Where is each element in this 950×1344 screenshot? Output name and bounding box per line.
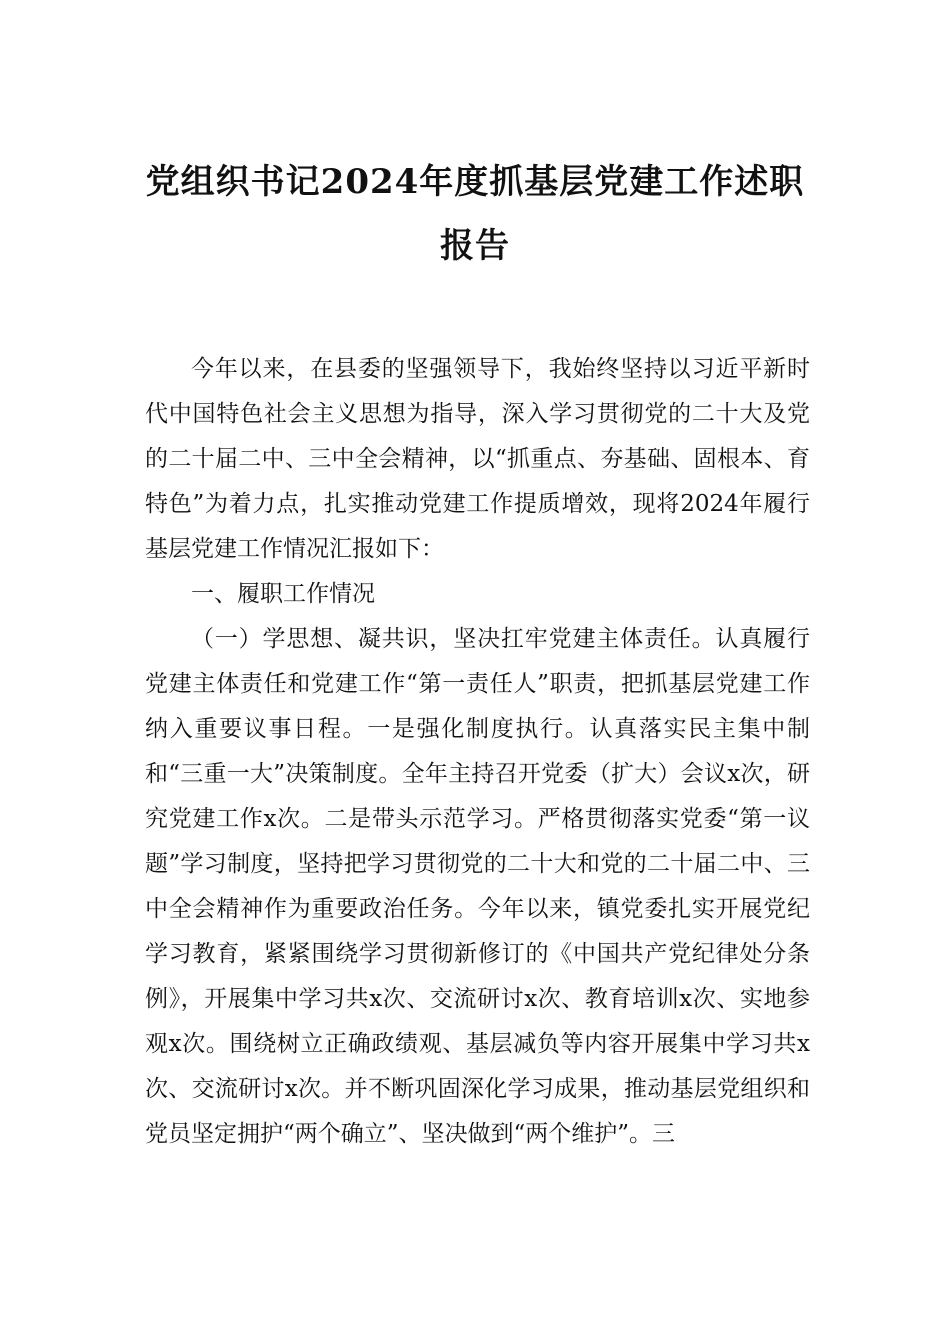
subsection-paragraph-1: [145, 617, 810, 1157]
section-heading-1: 一、履职工作情况: [191, 581, 375, 607]
subsection-heading-1: （一）学思想、凝共识，坚决扛牢党建主体责任。: [191, 626, 716, 652]
document-title: 党组织书记2024年度抓基层党建工作述职报告: [145, 162, 805, 266]
document-body: [145, 347, 810, 1157]
subsection-text-1: 认真履行党建主体责任和党建工作“第一责任人”职责，把抓基层党建工作纳入重要议事日程。一是强化制度执行。认真落实民主集中制和“三重一大”决策制度。全年主持召开党委（扩大）会议x次，研究党建工作x次。二是带头示范学习。严格贯彻落实党委“第一议题”学习制度，坚持把学习贯彻党的二十大和党的二十届二中、三中全会精神作为重要政治任务。今年以来，镇党委扎实开展党纪学习教育，紧紧围绕学习贯彻新修订的《中国共产党纪律处分条例》，开展集中学习共x次、交流研讨x次、教育培训x次、实地参观x次。围绕树立正确政绩观、基层减负等内容开展集中学习共x次、交流研讨x次。并不断巩固深化学习成果，推动基层党组织和党员坚定拥护“两个确立”、坚决做到“两个维护”。三: [145, 626, 811, 1147]
intro-paragraph: 今年以来，在县委的坚强领导下，我始终坚持以习近平新时代中国特色社会主义思想为指导，深入学习贯彻党的二十大及党的二十届二中、三中全会精神，以“抓重点、夯基础、固根本、育特色”为着力点，扎实推动党建工作提质增效，现将2024年履行基层党建工作情况汇报如下：: [145, 356, 810, 562]
